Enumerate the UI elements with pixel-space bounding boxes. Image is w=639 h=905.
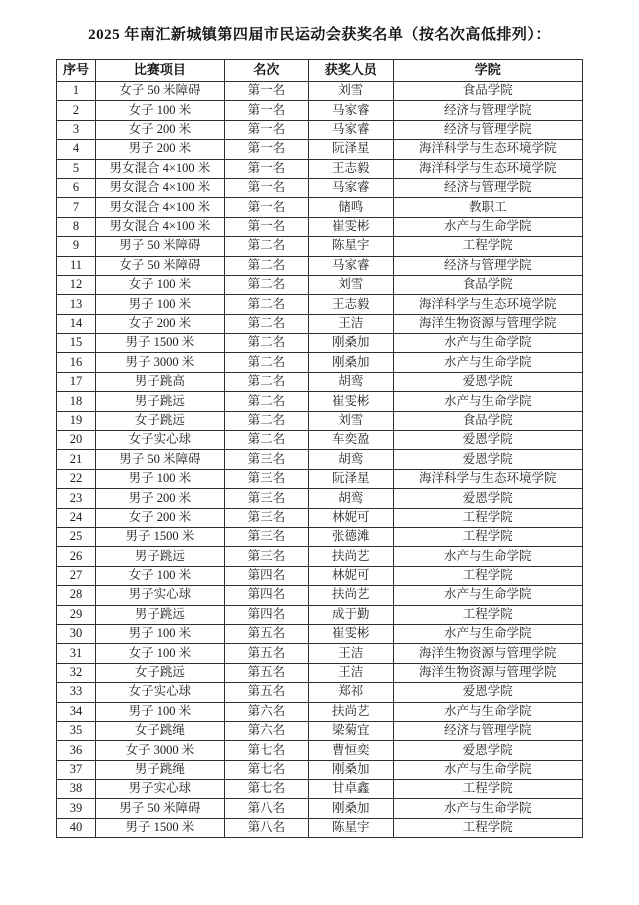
cell-index: 32 — [57, 663, 96, 682]
column-header-college: 学院 — [393, 60, 582, 82]
cell-event: 男子跳远 — [95, 605, 224, 624]
table-row — [57, 780, 583, 799]
cell-winner: 林妮可 — [308, 566, 393, 585]
cell-event: 男子 100 米 — [95, 702, 224, 721]
cell-event: 女子跳远 — [95, 411, 224, 430]
cell-winner: 马家睿 — [308, 178, 393, 197]
cell-rank: 第八名 — [224, 818, 308, 837]
cell-rank: 第七名 — [224, 760, 308, 779]
cell-winner: 崔雯彬 — [308, 392, 393, 411]
cell-rank: 第三名 — [224, 547, 308, 566]
cell-college: 海洋科学与生态环境学院 — [393, 140, 582, 159]
cell-event: 女子 200 米 — [95, 120, 224, 139]
table-row — [57, 566, 583, 585]
cell-index: 39 — [57, 799, 96, 818]
cell-index: 36 — [57, 741, 96, 760]
cell-index: 6 — [57, 178, 96, 197]
cell-winner: 张德滩 — [308, 527, 393, 546]
cell-index: 4 — [57, 140, 96, 159]
cell-college: 水产与生命学院 — [393, 353, 582, 372]
cell-rank: 第二名 — [224, 411, 308, 430]
cell-winner: 梁菊宜 — [308, 721, 393, 740]
cell-event: 女子 100 米 — [95, 644, 224, 663]
cell-winner: 扶尚艺 — [308, 702, 393, 721]
cell-event: 男子 50 米障碍 — [95, 237, 224, 256]
column-header-rank: 名次 — [224, 60, 308, 82]
cell-event: 女子 100 米 — [95, 275, 224, 294]
cell-college: 食品学院 — [393, 82, 582, 101]
table-row — [57, 799, 583, 818]
header-row — [57, 60, 583, 82]
cell-college: 海洋生物资源与管理学院 — [393, 314, 582, 333]
cell-rank: 第四名 — [224, 605, 308, 624]
cell-winner: 崔雯彬 — [308, 217, 393, 236]
cell-rank: 第二名 — [224, 353, 308, 372]
table-row — [57, 663, 583, 682]
cell-rank: 第二名 — [224, 314, 308, 333]
table-row — [57, 120, 583, 139]
cell-index: 29 — [57, 605, 96, 624]
column-header-winner: 获奖人员 — [308, 60, 393, 82]
cell-winner: 马家睿 — [308, 256, 393, 275]
table-row — [57, 605, 583, 624]
cell-index: 17 — [57, 372, 96, 391]
cell-rank: 第三名 — [224, 469, 308, 488]
cell-index: 5 — [57, 159, 96, 178]
cell-index: 35 — [57, 721, 96, 740]
cell-rank: 第二名 — [224, 372, 308, 391]
table-row — [57, 741, 583, 760]
cell-college: 水产与生命学院 — [393, 760, 582, 779]
cell-winner: 成于勤 — [308, 605, 393, 624]
cell-college: 经济与管理学院 — [393, 721, 582, 740]
cell-college: 水产与生命学院 — [393, 392, 582, 411]
cell-index: 26 — [57, 547, 96, 566]
table-row — [57, 489, 583, 508]
table-row — [57, 334, 583, 353]
cell-index: 20 — [57, 431, 96, 450]
cell-winner: 刚桑加 — [308, 799, 393, 818]
cell-college: 海洋科学与生态环境学院 — [393, 159, 582, 178]
cell-event: 男子 1500 米 — [95, 334, 224, 353]
table-row — [57, 527, 583, 546]
cell-event: 女子实心球 — [95, 431, 224, 450]
cell-index: 24 — [57, 508, 96, 527]
cell-winner: 储鸣 — [308, 198, 393, 217]
table-row — [57, 547, 583, 566]
cell-winner: 陈星宇 — [308, 237, 393, 256]
cell-college: 水产与生命学院 — [393, 334, 582, 353]
cell-rank: 第四名 — [224, 566, 308, 585]
cell-winner: 刘雪 — [308, 82, 393, 101]
cell-college: 爱恩学院 — [393, 683, 582, 702]
cell-event: 女子 100 米 — [95, 566, 224, 585]
cell-college: 食品学院 — [393, 275, 582, 294]
cell-index: 13 — [57, 295, 96, 314]
cell-college: 经济与管理学院 — [393, 256, 582, 275]
cell-winner: 王志毅 — [308, 159, 393, 178]
table-row — [57, 469, 583, 488]
page-title: 2025 年南汇新城镇第四届市民运动会获奖名单（按名次高低排列）： — [88, 27, 551, 43]
cell-rank: 第五名 — [224, 624, 308, 643]
table-row — [57, 624, 583, 643]
cell-rank: 第一名 — [224, 82, 308, 101]
cell-index: 2 — [57, 101, 96, 120]
cell-winner: 王洁 — [308, 663, 393, 682]
cell-college: 海洋科学与生态环境学院 — [393, 469, 582, 488]
cell-rank: 第二名 — [224, 256, 308, 275]
table-row — [57, 683, 583, 702]
cell-event: 男子 1500 米 — [95, 818, 224, 837]
cell-college: 水产与生命学院 — [393, 217, 582, 236]
cell-rank: 第五名 — [224, 683, 308, 702]
table-row — [57, 237, 583, 256]
cell-event: 男子 3000 米 — [95, 353, 224, 372]
table-row — [57, 217, 583, 236]
cell-college: 水产与生命学院 — [393, 586, 582, 605]
table-row — [57, 372, 583, 391]
cell-rank: 第四名 — [224, 586, 308, 605]
cell-index: 8 — [57, 217, 96, 236]
cell-winner: 曹恒奕 — [308, 741, 393, 760]
cell-rank: 第二名 — [224, 237, 308, 256]
cell-event: 男子 200 米 — [95, 140, 224, 159]
cell-index: 40 — [57, 818, 96, 837]
cell-college: 工程学院 — [393, 508, 582, 527]
cell-winner: 胡鸾 — [308, 372, 393, 391]
table-row — [57, 198, 583, 217]
cell-index: 16 — [57, 353, 96, 372]
cell-event: 女子实心球 — [95, 683, 224, 702]
cell-winner: 陈星宇 — [308, 818, 393, 837]
cell-event: 男子 100 米 — [95, 469, 224, 488]
cell-event: 男女混合 4×100 米 — [95, 159, 224, 178]
cell-winner: 王洁 — [308, 314, 393, 333]
cell-college: 爱恩学院 — [393, 450, 582, 469]
cell-winner: 扶尚艺 — [308, 547, 393, 566]
cell-index: 7 — [57, 198, 96, 217]
cell-index: 23 — [57, 489, 96, 508]
cell-winner: 阮泽星 — [308, 140, 393, 159]
cell-winner: 胡鸾 — [308, 489, 393, 508]
cell-college: 水产与生命学院 — [393, 624, 582, 643]
cell-index: 1 — [57, 82, 96, 101]
cell-index: 18 — [57, 392, 96, 411]
awards-table-header — [57, 60, 583, 82]
cell-event: 男子 100 米 — [95, 295, 224, 314]
cell-event: 男子跳远 — [95, 392, 224, 411]
table-row — [57, 295, 583, 314]
cell-winner: 扶尚艺 — [308, 586, 393, 605]
cell-index: 28 — [57, 586, 96, 605]
cell-event: 男子跳绳 — [95, 760, 224, 779]
cell-index: 15 — [57, 334, 96, 353]
cell-rank: 第五名 — [224, 644, 308, 663]
column-header-event: 比赛项目 — [95, 60, 224, 82]
cell-college: 水产与生命学院 — [393, 547, 582, 566]
cell-event: 女子跳远 — [95, 663, 224, 682]
cell-rank: 第二名 — [224, 334, 308, 353]
table-row — [57, 275, 583, 294]
table-row — [57, 760, 583, 779]
awards-table-body — [57, 82, 583, 838]
cell-winner: 王洁 — [308, 644, 393, 663]
cell-rank: 第一名 — [224, 159, 308, 178]
cell-rank: 第三名 — [224, 527, 308, 546]
cell-rank: 第六名 — [224, 721, 308, 740]
cell-college: 爱恩学院 — [393, 489, 582, 508]
cell-rank: 第七名 — [224, 741, 308, 760]
cell-winner: 王志毅 — [308, 295, 393, 314]
cell-event: 男女混合 4×100 米 — [95, 178, 224, 197]
table-row — [57, 818, 583, 837]
cell-index: 37 — [57, 760, 96, 779]
cell-index: 14 — [57, 314, 96, 333]
cell-event: 男子实心球 — [95, 586, 224, 605]
cell-event: 女子 50 米障碍 — [95, 256, 224, 275]
cell-winner: 刚桑加 — [308, 760, 393, 779]
cell-event: 男子 50 米障碍 — [95, 450, 224, 469]
cell-winner: 崔雯彬 — [308, 624, 393, 643]
cell-rank: 第三名 — [224, 508, 308, 527]
cell-college: 经济与管理学院 — [393, 101, 582, 120]
cell-rank: 第一名 — [224, 217, 308, 236]
cell-event: 女子 100 米 — [95, 101, 224, 120]
cell-college: 食品学院 — [393, 411, 582, 430]
cell-college: 爱恩学院 — [393, 431, 582, 450]
cell-event: 男子 100 米 — [95, 624, 224, 643]
awards-table — [56, 59, 583, 838]
cell-event: 男子 1500 米 — [95, 527, 224, 546]
cell-winner: 刘雪 — [308, 411, 393, 430]
cell-index: 34 — [57, 702, 96, 721]
cell-winner: 马家睿 — [308, 101, 393, 120]
cell-rank: 第七名 — [224, 780, 308, 799]
cell-index: 31 — [57, 644, 96, 663]
table-row — [57, 586, 583, 605]
cell-college: 工程学院 — [393, 237, 582, 256]
cell-winner: 甘卓鑫 — [308, 780, 393, 799]
cell-event: 男女混合 4×100 米 — [95, 198, 224, 217]
cell-index: 30 — [57, 624, 96, 643]
cell-rank: 第八名 — [224, 799, 308, 818]
cell-index: 33 — [57, 683, 96, 702]
cell-winner: 马家睿 — [308, 120, 393, 139]
cell-index: 22 — [57, 469, 96, 488]
cell-index: 25 — [57, 527, 96, 546]
table-row — [57, 411, 583, 430]
cell-rank: 第一名 — [224, 101, 308, 120]
table-row — [57, 392, 583, 411]
cell-college: 经济与管理学院 — [393, 178, 582, 197]
table-row — [57, 721, 583, 740]
table-row — [57, 178, 583, 197]
cell-winner: 刘雪 — [308, 275, 393, 294]
cell-event: 男子实心球 — [95, 780, 224, 799]
cell-college: 工程学院 — [393, 527, 582, 546]
table-row — [57, 256, 583, 275]
cell-winner: 刚桑加 — [308, 353, 393, 372]
cell-event: 女子 200 米 — [95, 508, 224, 527]
cell-index: 12 — [57, 275, 96, 294]
table-row — [57, 140, 583, 159]
cell-index: 21 — [57, 450, 96, 469]
cell-index: 38 — [57, 780, 96, 799]
cell-rank: 第二名 — [224, 431, 308, 450]
cell-college: 海洋生物资源与管理学院 — [393, 644, 582, 663]
table-row — [57, 159, 583, 178]
cell-college: 爱恩学院 — [393, 741, 582, 760]
cell-college: 水产与生命学院 — [393, 702, 582, 721]
cell-event: 男子跳高 — [95, 372, 224, 391]
cell-winner: 林妮可 — [308, 508, 393, 527]
cell-college: 工程学院 — [393, 818, 582, 837]
cell-college: 教职工 — [393, 198, 582, 217]
cell-college: 工程学院 — [393, 566, 582, 585]
cell-event: 男子跳远 — [95, 547, 224, 566]
cell-event: 男子 50 米障碍 — [95, 799, 224, 818]
cell-event: 女子 200 米 — [95, 314, 224, 333]
cell-winner: 阮泽星 — [308, 469, 393, 488]
table-row — [57, 314, 583, 333]
cell-event: 女子 3000 米 — [95, 741, 224, 760]
cell-rank: 第二名 — [224, 295, 308, 314]
cell-rank: 第三名 — [224, 489, 308, 508]
table-row — [57, 508, 583, 527]
table-row — [57, 702, 583, 721]
cell-rank: 第一名 — [224, 140, 308, 159]
cell-college: 经济与管理学院 — [393, 120, 582, 139]
cell-index: 9 — [57, 237, 96, 256]
cell-college: 工程学院 — [393, 780, 582, 799]
cell-index: 11 — [57, 256, 96, 275]
cell-rank: 第一名 — [224, 178, 308, 197]
cell-index: 3 — [57, 120, 96, 139]
cell-winner: 郑祁 — [308, 683, 393, 702]
cell-college: 海洋科学与生态环境学院 — [393, 295, 582, 314]
cell-winner: 刚桑加 — [308, 334, 393, 353]
cell-rank: 第五名 — [224, 663, 308, 682]
cell-event: 男女混合 4×100 米 — [95, 217, 224, 236]
cell-index: 27 — [57, 566, 96, 585]
cell-college: 水产与生命学院 — [393, 799, 582, 818]
cell-college: 海洋生物资源与管理学院 — [393, 663, 582, 682]
cell-event: 女子 50 米障碍 — [95, 82, 224, 101]
table-row — [57, 450, 583, 469]
cell-rank: 第一名 — [224, 120, 308, 139]
cell-rank: 第六名 — [224, 702, 308, 721]
cell-index: 19 — [57, 411, 96, 430]
table-row — [57, 644, 583, 663]
cell-event: 男子 200 米 — [95, 489, 224, 508]
cell-college: 爱恩学院 — [393, 372, 582, 391]
cell-college: 工程学院 — [393, 605, 582, 624]
column-header-index: 序号 — [57, 60, 96, 82]
cell-rank: 第二名 — [224, 392, 308, 411]
cell-rank: 第二名 — [224, 275, 308, 294]
cell-rank: 第三名 — [224, 450, 308, 469]
cell-winner: 胡鸾 — [308, 450, 393, 469]
cell-winner: 车奕盈 — [308, 431, 393, 450]
table-row — [57, 431, 583, 450]
table-row — [57, 101, 583, 120]
cell-event: 女子跳绳 — [95, 721, 224, 740]
table-row — [57, 82, 583, 101]
table-row — [57, 353, 583, 372]
cell-rank: 第一名 — [224, 198, 308, 217]
